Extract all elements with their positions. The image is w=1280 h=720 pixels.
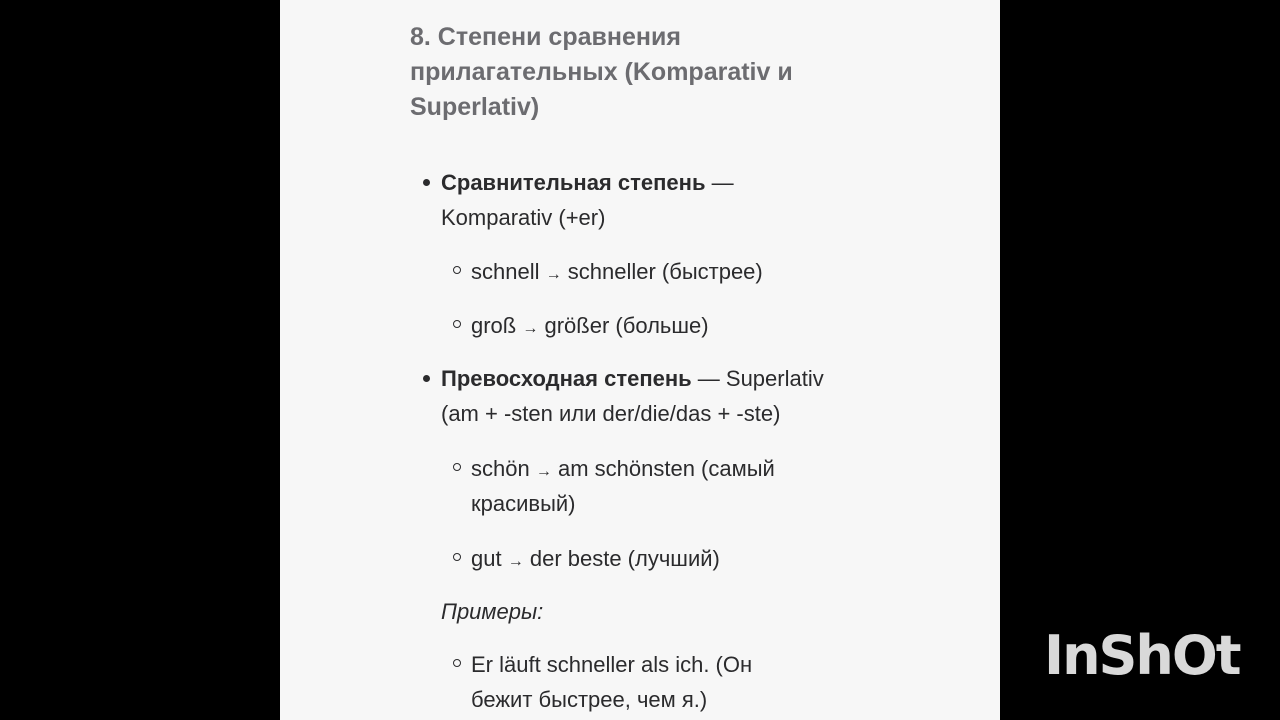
- komparativ-example-1: [471, 254, 763, 292]
- inshot-watermark-logo: InShOt: [1044, 624, 1240, 687]
- example-result: der beste (лучший): [529, 546, 720, 571]
- superlativ-example-1-cont: красивый): [471, 491, 576, 516]
- superlativ-example-2: [471, 541, 720, 579]
- heading-line-2: прилагательных (Komparativ и: [410, 58, 793, 86]
- komparativ-line-2: Komparativ (+er): [441, 205, 606, 230]
- komparativ-dash: —: [705, 170, 734, 195]
- superlativ-line-2: (am + -sten или der/die/das + -ste): [441, 401, 781, 426]
- superlativ-rest: — Superlativ: [691, 366, 824, 391]
- bullet-circle-icon: [453, 553, 461, 561]
- example-result: schneller (быстрее): [567, 259, 763, 284]
- bullet-circle-icon: [453, 320, 461, 328]
- example-word: groß: [471, 313, 517, 338]
- example-sentence-line-2: бежит быстрее, чем я.): [471, 687, 708, 712]
- arrow-right-icon: →: [535, 463, 552, 480]
- example-sentence-line-1: Er läuft schneller als ich. (Он: [471, 652, 753, 677]
- heading-line-3: Superlativ): [410, 93, 540, 121]
- example-word: schnell: [471, 259, 540, 284]
- bullet-dot-icon: [423, 375, 430, 382]
- superlativ-line-1: [441, 361, 824, 396]
- komparativ-example-2: [471, 308, 709, 346]
- komparativ-line-1: [441, 165, 734, 200]
- superlativ-example-1: [471, 451, 775, 489]
- document-page: [280, 0, 1000, 720]
- example-word: schön: [471, 456, 530, 481]
- bullet-dot-icon: [423, 179, 430, 186]
- heading-line-1: 8. Степени сравнения: [410, 23, 681, 51]
- arrow-right-icon: →: [507, 553, 524, 570]
- arrow-right-icon: →: [545, 266, 562, 283]
- example-result: am schönsten (самый: [557, 456, 775, 481]
- example-word: gut: [471, 546, 502, 571]
- arrow-right-icon: →: [522, 320, 539, 337]
- bullet-circle-icon: [453, 266, 461, 274]
- superlativ-term: Превосходная степень: [441, 366, 692, 391]
- komparativ-term: Сравнительная степень: [441, 170, 706, 195]
- bullet-circle-icon: [453, 659, 461, 667]
- section-heading: [410, 20, 850, 125]
- bullet-circle-icon: [453, 463, 461, 471]
- example-result: größer (больше): [544, 313, 709, 338]
- examples-label: Примеры:: [441, 599, 544, 624]
